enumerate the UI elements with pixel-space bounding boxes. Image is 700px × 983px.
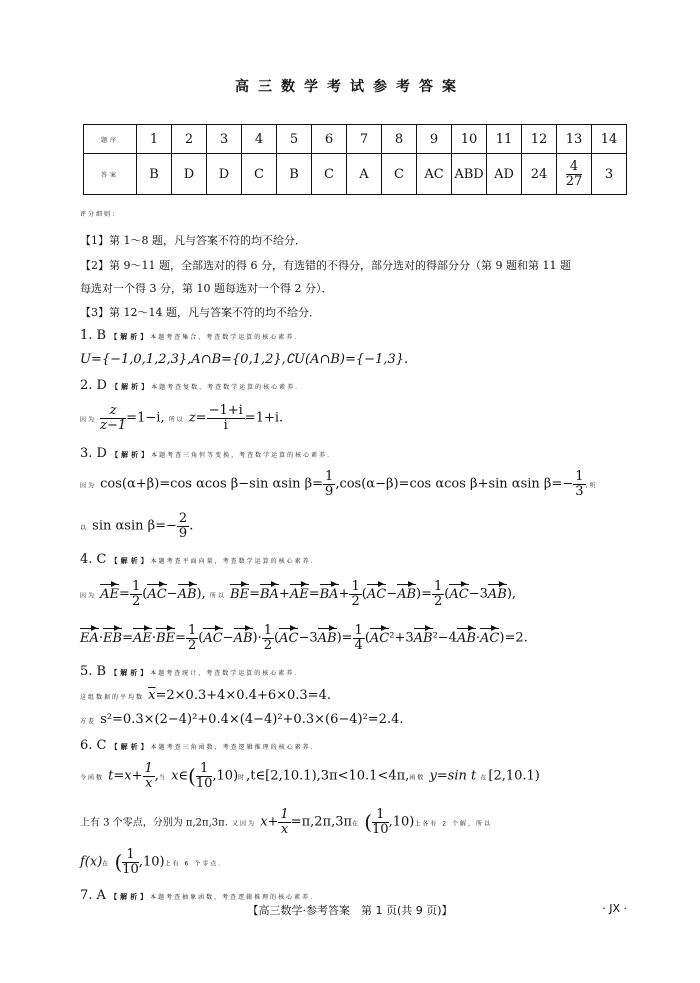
- q6-interval-end-2: ,10): [388, 814, 415, 830]
- q6-eq-pi: =π,2π,3π: [290, 814, 353, 830]
- answer-cell: ABD: [452, 154, 487, 195]
- q5-desc: 本题考查统计，考查数学运算的核心素养．: [150, 670, 303, 677]
- q5-xbar: $\overline{x}$: [148, 688, 156, 703]
- question-number-cell: 2: [172, 125, 207, 154]
- fraction-numerator: 1: [144, 761, 153, 776]
- q3-because: 因为: [80, 482, 97, 490]
- q6-func: 函数: [409, 774, 426, 782]
- q2-header: [80, 378, 303, 393]
- fraction-numerator: 1: [351, 579, 360, 594]
- q2-tag: 【解析】: [111, 383, 152, 391]
- answer-cell: D: [172, 154, 207, 195]
- answer-cell: C: [312, 154, 347, 195]
- q5-mean-text: 这组数据的平均数: [80, 694, 145, 701]
- fraction-denominator: 10: [122, 861, 139, 877]
- q6-label: 6. C: [80, 738, 107, 753]
- q1-label: 1. B: [80, 328, 107, 343]
- fraction-numerator: 1: [280, 807, 289, 822]
- q6-interval: [2,10.1): [488, 768, 540, 784]
- q3-end: .: [189, 518, 194, 534]
- answer-cell: AD: [487, 154, 522, 195]
- q7-desc: 本题考查抽象函数，考查逻辑推理的核心素养．: [150, 894, 319, 901]
- fraction-numerator: −1+i: [208, 403, 243, 418]
- question-number-cell: 3: [207, 125, 242, 154]
- q6-line2: 上有 3 个零点，分别为 π,2π,3π. 又因为 x+ $\frac{1}{x}$ =π,2π,3π在 ( $\frac{1}{10}$ ,10)上各有 2 个解，所以: [80, 807, 492, 837]
- question-number-cell: 11: [487, 125, 522, 154]
- q5-label: 5. B: [80, 664, 107, 679]
- fraction-numerator: 1: [325, 469, 334, 484]
- q4-half: [130, 580, 142, 608]
- q6-line3: f(x)在 ( $\frac{1}{10}$ ,10)上有 6 个零点．: [80, 847, 227, 877]
- q6-each: 在: [352, 820, 361, 828]
- q6-x-expr: x+: [260, 814, 279, 830]
- q3-fraction-1: [323, 470, 335, 498]
- q6-interval-end: ,10): [212, 768, 239, 784]
- q4-so: 所以: [209, 592, 226, 600]
- q2-eq2: =1+i.: [244, 410, 284, 426]
- question-number-cell: 7: [347, 125, 382, 154]
- page-title: 高三数学考试参考答案: [235, 79, 465, 95]
- answer-cell: C: [382, 154, 417, 195]
- q3-desc: 本题考查三角恒等变换，考查数学运算的核心素养．: [151, 452, 336, 459]
- q3-tag: 【解析】: [111, 451, 152, 459]
- question-number-cell: 13: [557, 125, 592, 154]
- q3-fraction-2: [573, 470, 585, 498]
- q7-tag: 【解析】: [110, 893, 151, 901]
- q5-var-line: [80, 712, 404, 727]
- q6-desc: 本题考查三角函数，考查逻辑推理的核心素养．: [150, 744, 319, 751]
- q5-tag: 【解析】: [110, 669, 151, 677]
- q4-header: [80, 552, 319, 567]
- rule-2a: 【2】第 9～11 题，全部选对的得 6 分，有选错的不得分，部分选对的得部分分（第 9 题和第 11 题: [80, 259, 571, 272]
- footer-code: · JX ·: [602, 902, 627, 915]
- fraction-numerator: 4: [566, 160, 583, 175]
- fraction-denominator: 2: [187, 637, 197, 653]
- q2-desc: 本题考查复数，考查数学运算的核心素养．: [151, 384, 304, 391]
- q4-tag: 【解析】: [110, 557, 151, 565]
- q1-tag: 【解析】: [110, 333, 151, 341]
- q4-result: =2.: [504, 630, 528, 646]
- q3-expr2: ,cos(α−β)=cos αcos β+sin αsin β=−: [335, 476, 574, 492]
- q3-so: 以: [80, 524, 89, 532]
- answer-table: [83, 124, 627, 195]
- q6-fx: f(x): [80, 854, 103, 870]
- question-number-cell: 12: [522, 125, 557, 154]
- q2-line: [80, 404, 283, 432]
- fraction-denominator: 10: [195, 775, 213, 791]
- q6-line2a: 上有 3 个零点，分别为 π,2π,3π.: [80, 817, 228, 829]
- rule-1: 【1】第 1～8 题，凡与答案不符的均不给分．: [80, 234, 306, 247]
- q2-eq1: =1−i,: [126, 410, 165, 426]
- fraction-denominator: x: [144, 775, 153, 791]
- question-number-cell: 10: [452, 125, 487, 154]
- q6-has6: 上有 6 个零点．: [164, 860, 227, 868]
- q6-interval-end-3: ,10): [138, 854, 165, 870]
- answer-cell: A: [347, 154, 382, 195]
- q6-each2: 上各有 2 个解，所以: [414, 820, 492, 828]
- fraction-denominator: 3: [575, 483, 584, 499]
- fraction-denominator: 2: [351, 593, 360, 609]
- q6-let: 令函数: [80, 774, 105, 782]
- q3-fraction-3: [177, 512, 189, 540]
- fraction-denominator: 27: [565, 173, 583, 189]
- q6-when: 当: [158, 774, 167, 782]
- q6-also: 又因为: [232, 820, 257, 828]
- q6-in-2: 在: [102, 860, 111, 868]
- question-number-cell: 8: [382, 125, 417, 154]
- fraction-denominator: i: [223, 417, 228, 433]
- q1-desc: 本题考查集合，考查数学运算的核心素养．: [150, 334, 303, 341]
- q4-desc: 本题考查平面向量，考查数学运算的核心素养．: [150, 558, 319, 565]
- question-number-cell: 9: [417, 125, 452, 154]
- fraction-denominator: 10: [372, 821, 389, 837]
- answer-cell: D: [207, 154, 242, 195]
- q6-time: 时: [238, 774, 247, 782]
- q3-expr1: cos(α+β)=cos αcos β−sin αsin β=: [100, 476, 324, 492]
- fraction-denominator: 2: [131, 593, 141, 609]
- q3-expr3: sin αsin β=−: [92, 518, 177, 534]
- question-number-cell: 14: [592, 125, 627, 154]
- q6-header: [80, 738, 319, 753]
- fraction-denominator: x: [280, 821, 289, 837]
- q3-header: [80, 446, 335, 461]
- answer-cell: AC: [417, 154, 452, 195]
- answer-cell-fraction: [557, 154, 592, 195]
- question-number-cell: 4: [242, 125, 277, 154]
- question-number-cell: 6: [312, 125, 347, 154]
- question-number-cell: 5: [277, 125, 312, 154]
- rule-3: 【3】第 12～14 题，凡与答案不符的均不给分．: [80, 306, 320, 319]
- fraction-numerator: 1: [263, 623, 273, 638]
- fraction-numerator: 2: [178, 511, 188, 526]
- q4-because: 因为: [80, 592, 97, 600]
- fraction-numerator: 1: [187, 623, 197, 638]
- fraction-denominator: z−1: [100, 417, 127, 433]
- q3-line2: [80, 512, 193, 540]
- q6-sin-t: y=sin t: [429, 768, 477, 784]
- q3-label: 3. D: [80, 446, 107, 461]
- row-header-question-number: 题序: [84, 125, 137, 154]
- question-number-cell: 1: [137, 125, 172, 154]
- answer-cell: 3: [592, 154, 627, 195]
- fraction-numerator: 1: [434, 579, 443, 594]
- q2-fraction-2: [207, 404, 245, 432]
- q4-line2: EA·EB=AE·BE= $\frac{1}{2}$ (AC−AB)· $\frac{1}{2}$ (AC−3AB)= $\frac{1}{4}$ (AC²+3AB²−4AB·AC)=2.: [80, 623, 528, 653]
- q2-fraction-1: [100, 404, 126, 432]
- q5-var-expr: s²=0.3×(2−4)²+0.4×(4−4)²+0.3×(6−4)²=2.4.: [100, 712, 404, 727]
- q4-line1: 因为 AE= $\frac{1}{2}$ (AC−AB), 所以 BE=BA+AE=BA+ $\frac{1}{2}$ (AC−AB)= $\frac{1}{2}$ (AC−3AB),: [80, 579, 517, 609]
- q5-mean-line: [80, 688, 331, 703]
- q1-header: [80, 328, 302, 343]
- q6-line1: 令函数 t=x+ $\frac{1}{x}$ ,当 x∈( $\frac{1}{10}$ ,10)时,t∈[2,10.1),3π<10.1<4π,函数 y=sin t 在[2,10.1): [80, 761, 540, 791]
- q6-in: 在: [480, 774, 489, 782]
- fraction-numerator: 1: [131, 579, 141, 594]
- answer-cell: B: [277, 154, 312, 195]
- q2-because: 因为: [80, 416, 97, 424]
- answer-cell: C: [242, 154, 277, 195]
- rules-heading: 评分细则：: [80, 211, 121, 218]
- fraction-denominator: 9: [325, 483, 334, 499]
- fraction-numerator: z: [100, 404, 126, 419]
- fraction-denominator: 4: [354, 637, 363, 653]
- fraction-numerator: 1: [196, 762, 213, 777]
- q3-suffix: ,所: [585, 482, 598, 490]
- q6-tag: 【解析】: [110, 743, 151, 751]
- fraction-numerator: 1: [354, 623, 363, 638]
- fraction-denominator: 9: [178, 525, 188, 541]
- rule-2b: 每选对一个得 3 分，第 10 题每选对一个得 2 分）．: [80, 282, 333, 295]
- q6-t-range: ,t∈[2,10.1),3π<10.1<4π,: [246, 768, 410, 784]
- footer-page-info: 【高三数学·参考答案 第 1 页(共 9 页)】: [247, 904, 453, 917]
- q5-mean-expr: =2×0.3+4×0.4+6×0.3=4.: [155, 688, 331, 703]
- q6-x-in: x∈: [171, 768, 189, 784]
- q4-label: 4. C: [80, 552, 107, 567]
- q5-header: [80, 664, 302, 679]
- q6-t-expr: t=x+: [108, 768, 143, 784]
- fraction-numerator: 1: [122, 848, 139, 863]
- q7-header: [80, 888, 318, 903]
- q2-label: 2. D: [80, 378, 107, 393]
- fraction-denominator: 2: [263, 637, 273, 653]
- answer-cell: B: [137, 154, 172, 195]
- q5-var-text: 方差: [80, 718, 97, 725]
- q2-so: 所以: [168, 416, 185, 424]
- q7-label: 7. A: [80, 888, 106, 903]
- answer-cell: 24: [522, 154, 557, 195]
- q2-z: z=: [188, 410, 207, 426]
- q3-line1: [80, 470, 597, 498]
- fraction-numerator: 1: [575, 469, 584, 484]
- q1-line: U={−1,0,1,2,3},A∩B={0,1,2},∁U(A∩B)={−1,3}.: [80, 352, 409, 367]
- fraction-denominator: 2: [434, 593, 443, 609]
- row-header-answer: 答案: [84, 154, 137, 195]
- fraction-numerator: 1: [372, 808, 389, 823]
